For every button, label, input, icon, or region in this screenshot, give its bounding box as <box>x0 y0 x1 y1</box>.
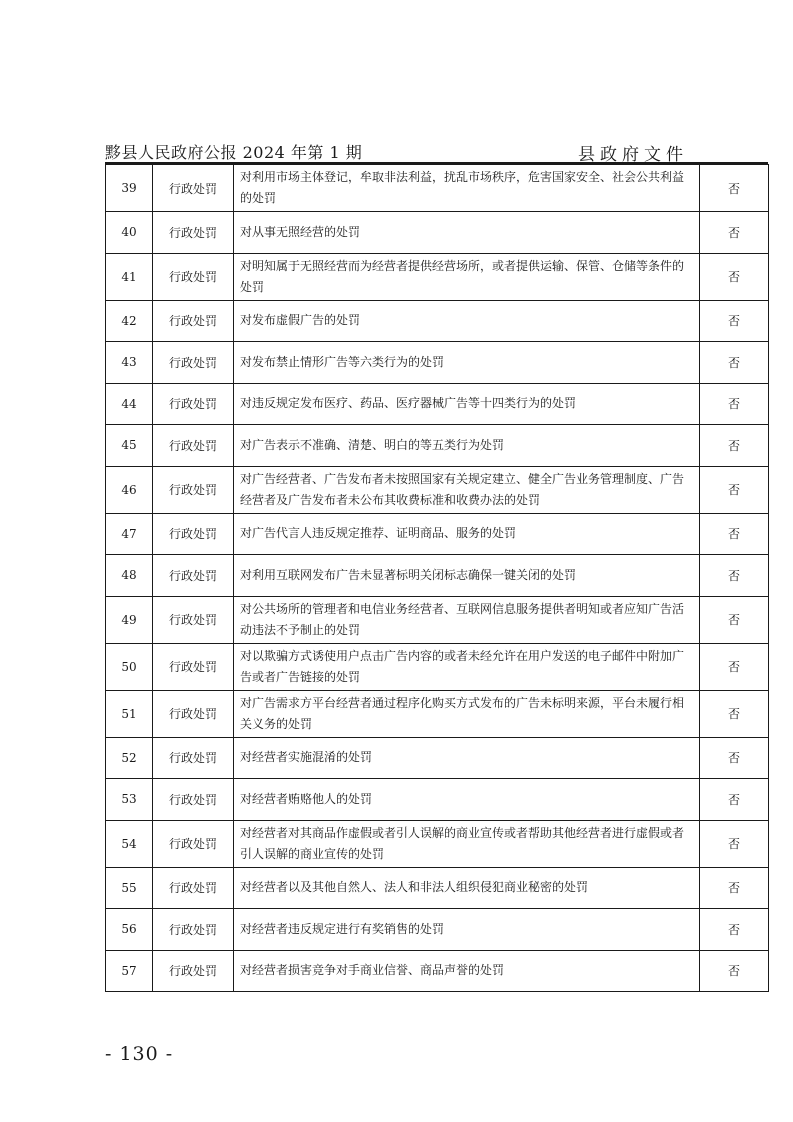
table-row <box>106 690 769 737</box>
row-item: 对经营者损害竞争对手商业信誉、商品声誉的处罚 <box>234 950 700 992</box>
row-flag: 否 <box>700 300 769 342</box>
table-row <box>106 820 769 867</box>
row-item: 对经营者对其商品作虚假或者引人误解的商业宣传或者帮助其他经营者进行虚假或者引人误解的商业宣传的处罚 <box>234 820 700 867</box>
row-type: 行政处罚 <box>153 383 234 425</box>
row-flag: 否 <box>700 253 769 300</box>
row-flag: 否 <box>700 555 769 597</box>
row-item: 对利用市场主体登记，牟取非法利益，扰乱市场秩序，危害国家安全、社会公共利益的处罚 <box>234 165 700 212</box>
row-number: 49 <box>106 596 153 643</box>
row-number: 57 <box>106 950 153 992</box>
row-number: 40 <box>106 212 153 254</box>
row-type: 行政处罚 <box>153 690 234 737</box>
row-item: 对广告表示不准确、清楚、明白的等五类行为处罚 <box>234 425 700 467</box>
table-body <box>106 165 769 992</box>
row-flag: 否 <box>700 165 769 212</box>
row-item: 对从事无照经营的处罚 <box>234 212 700 254</box>
row-flag: 否 <box>700 425 769 467</box>
row-item: 对经营者实施混淆的处罚 <box>234 737 700 779</box>
table-row <box>106 253 769 300</box>
row-type: 行政处罚 <box>153 342 234 384</box>
penalty-table <box>105 164 769 992</box>
row-type: 行政处罚 <box>153 820 234 867</box>
row-item: 对发布禁止情形广告等六类行为的处罚 <box>234 342 700 384</box>
row-flag: 否 <box>700 212 769 254</box>
row-type: 行政处罚 <box>153 300 234 342</box>
row-item: 对以欺骗方式诱使用户点击广告内容的或者未经允许在用户发送的电子邮件中附加广告或者广告链接的处罚 <box>234 643 700 690</box>
row-flag: 否 <box>700 909 769 951</box>
row-flag: 否 <box>700 596 769 643</box>
table-row <box>106 513 769 555</box>
table-row <box>106 867 769 909</box>
table-row <box>106 383 769 425</box>
row-number: 54 <box>106 820 153 867</box>
table-row <box>106 212 769 254</box>
table-row <box>106 555 769 597</box>
row-flag: 否 <box>700 820 769 867</box>
row-flag: 否 <box>700 643 769 690</box>
row-flag: 否 <box>700 737 769 779</box>
row-type: 行政处罚 <box>153 212 234 254</box>
row-item: 对经营者以及其他自然人、法人和非法人组织侵犯商业秘密的处罚 <box>234 867 700 909</box>
row-type: 行政处罚 <box>153 466 234 513</box>
table-row <box>106 737 769 779</box>
table-row <box>106 950 769 992</box>
row-item: 对利用互联网发布广告未显著标明关闭标志确保一键关闭的处罚 <box>234 555 700 597</box>
row-item: 对公共场所的管理者和电信业务经营者、互联网信息服务提供者明知或者应知广告活动违法不予制止的处罚 <box>234 596 700 643</box>
row-flag: 否 <box>700 466 769 513</box>
row-number: 51 <box>106 690 153 737</box>
row-type: 行政处罚 <box>153 596 234 643</box>
row-number: 45 <box>106 425 153 467</box>
row-item: 对广告需求方平台经营者通过程序化购买方式发布的广告未标明来源，平台未履行相关义务的处罚 <box>234 690 700 737</box>
row-flag: 否 <box>700 383 769 425</box>
section-title: 县政府文件 <box>578 145 688 165</box>
row-type: 行政处罚 <box>153 253 234 300</box>
table-row <box>106 300 769 342</box>
row-type: 行政处罚 <box>153 165 234 212</box>
row-number: 41 <box>106 253 153 300</box>
table-row <box>106 596 769 643</box>
row-type: 行政处罚 <box>153 513 234 555</box>
row-item: 对违反规定发布医疗、药品、医疗器械广告等十四类行为的处罚 <box>234 383 700 425</box>
row-flag: 否 <box>700 513 769 555</box>
row-number: 42 <box>106 300 153 342</box>
row-flag: 否 <box>700 867 769 909</box>
table-row <box>106 342 769 384</box>
row-item: 对明知属于无照经营而为经营者提供经营场所，或者提供运输、保管、仓储等条件的处罚 <box>234 253 700 300</box>
row-item: 对广告经营者、广告发布者未按照国家有关规定建立、健全广告业务管理制度、广告经营者及广告发布者未公布其收费标准和收费办法的处罚 <box>234 466 700 513</box>
row-item: 对经营者违反规定进行有奖销售的处罚 <box>234 909 700 951</box>
row-number: 46 <box>106 466 153 513</box>
row-type: 行政处罚 <box>153 950 234 992</box>
table-row <box>106 466 769 513</box>
table-row <box>106 425 769 467</box>
row-number: 44 <box>106 383 153 425</box>
row-number: 55 <box>106 867 153 909</box>
table-row <box>106 779 769 821</box>
row-item: 对广告代言人违反规定推荐、证明商品、服务的处罚 <box>234 513 700 555</box>
row-number: 39 <box>106 165 153 212</box>
table-row <box>106 165 769 212</box>
publication-title: 黟县人民政府公报 2024 年第 1 期 <box>105 143 363 162</box>
row-number: 48 <box>106 555 153 597</box>
row-number: 50 <box>106 643 153 690</box>
row-type: 行政处罚 <box>153 779 234 821</box>
row-type: 行政处罚 <box>153 737 234 779</box>
row-type: 行政处罚 <box>153 555 234 597</box>
row-type: 行政处罚 <box>153 643 234 690</box>
table-row <box>106 909 769 951</box>
row-number: 43 <box>106 342 153 384</box>
row-type: 行政处罚 <box>153 867 234 909</box>
row-flag: 否 <box>700 950 769 992</box>
row-number: 53 <box>106 779 153 821</box>
row-item: 对发布虚假广告的处罚 <box>234 300 700 342</box>
page-header <box>105 140 688 165</box>
row-item: 对经营者贿赂他人的处罚 <box>234 779 700 821</box>
row-number: 47 <box>106 513 153 555</box>
row-flag: 否 <box>700 342 769 384</box>
page-number: - 130 - <box>105 1043 174 1065</box>
row-flag: 否 <box>700 690 769 737</box>
row-flag: 否 <box>700 779 769 821</box>
row-number: 56 <box>106 909 153 951</box>
row-type: 行政处罚 <box>153 909 234 951</box>
table-row <box>106 643 769 690</box>
row-number: 52 <box>106 737 153 779</box>
row-type: 行政处罚 <box>153 425 234 467</box>
